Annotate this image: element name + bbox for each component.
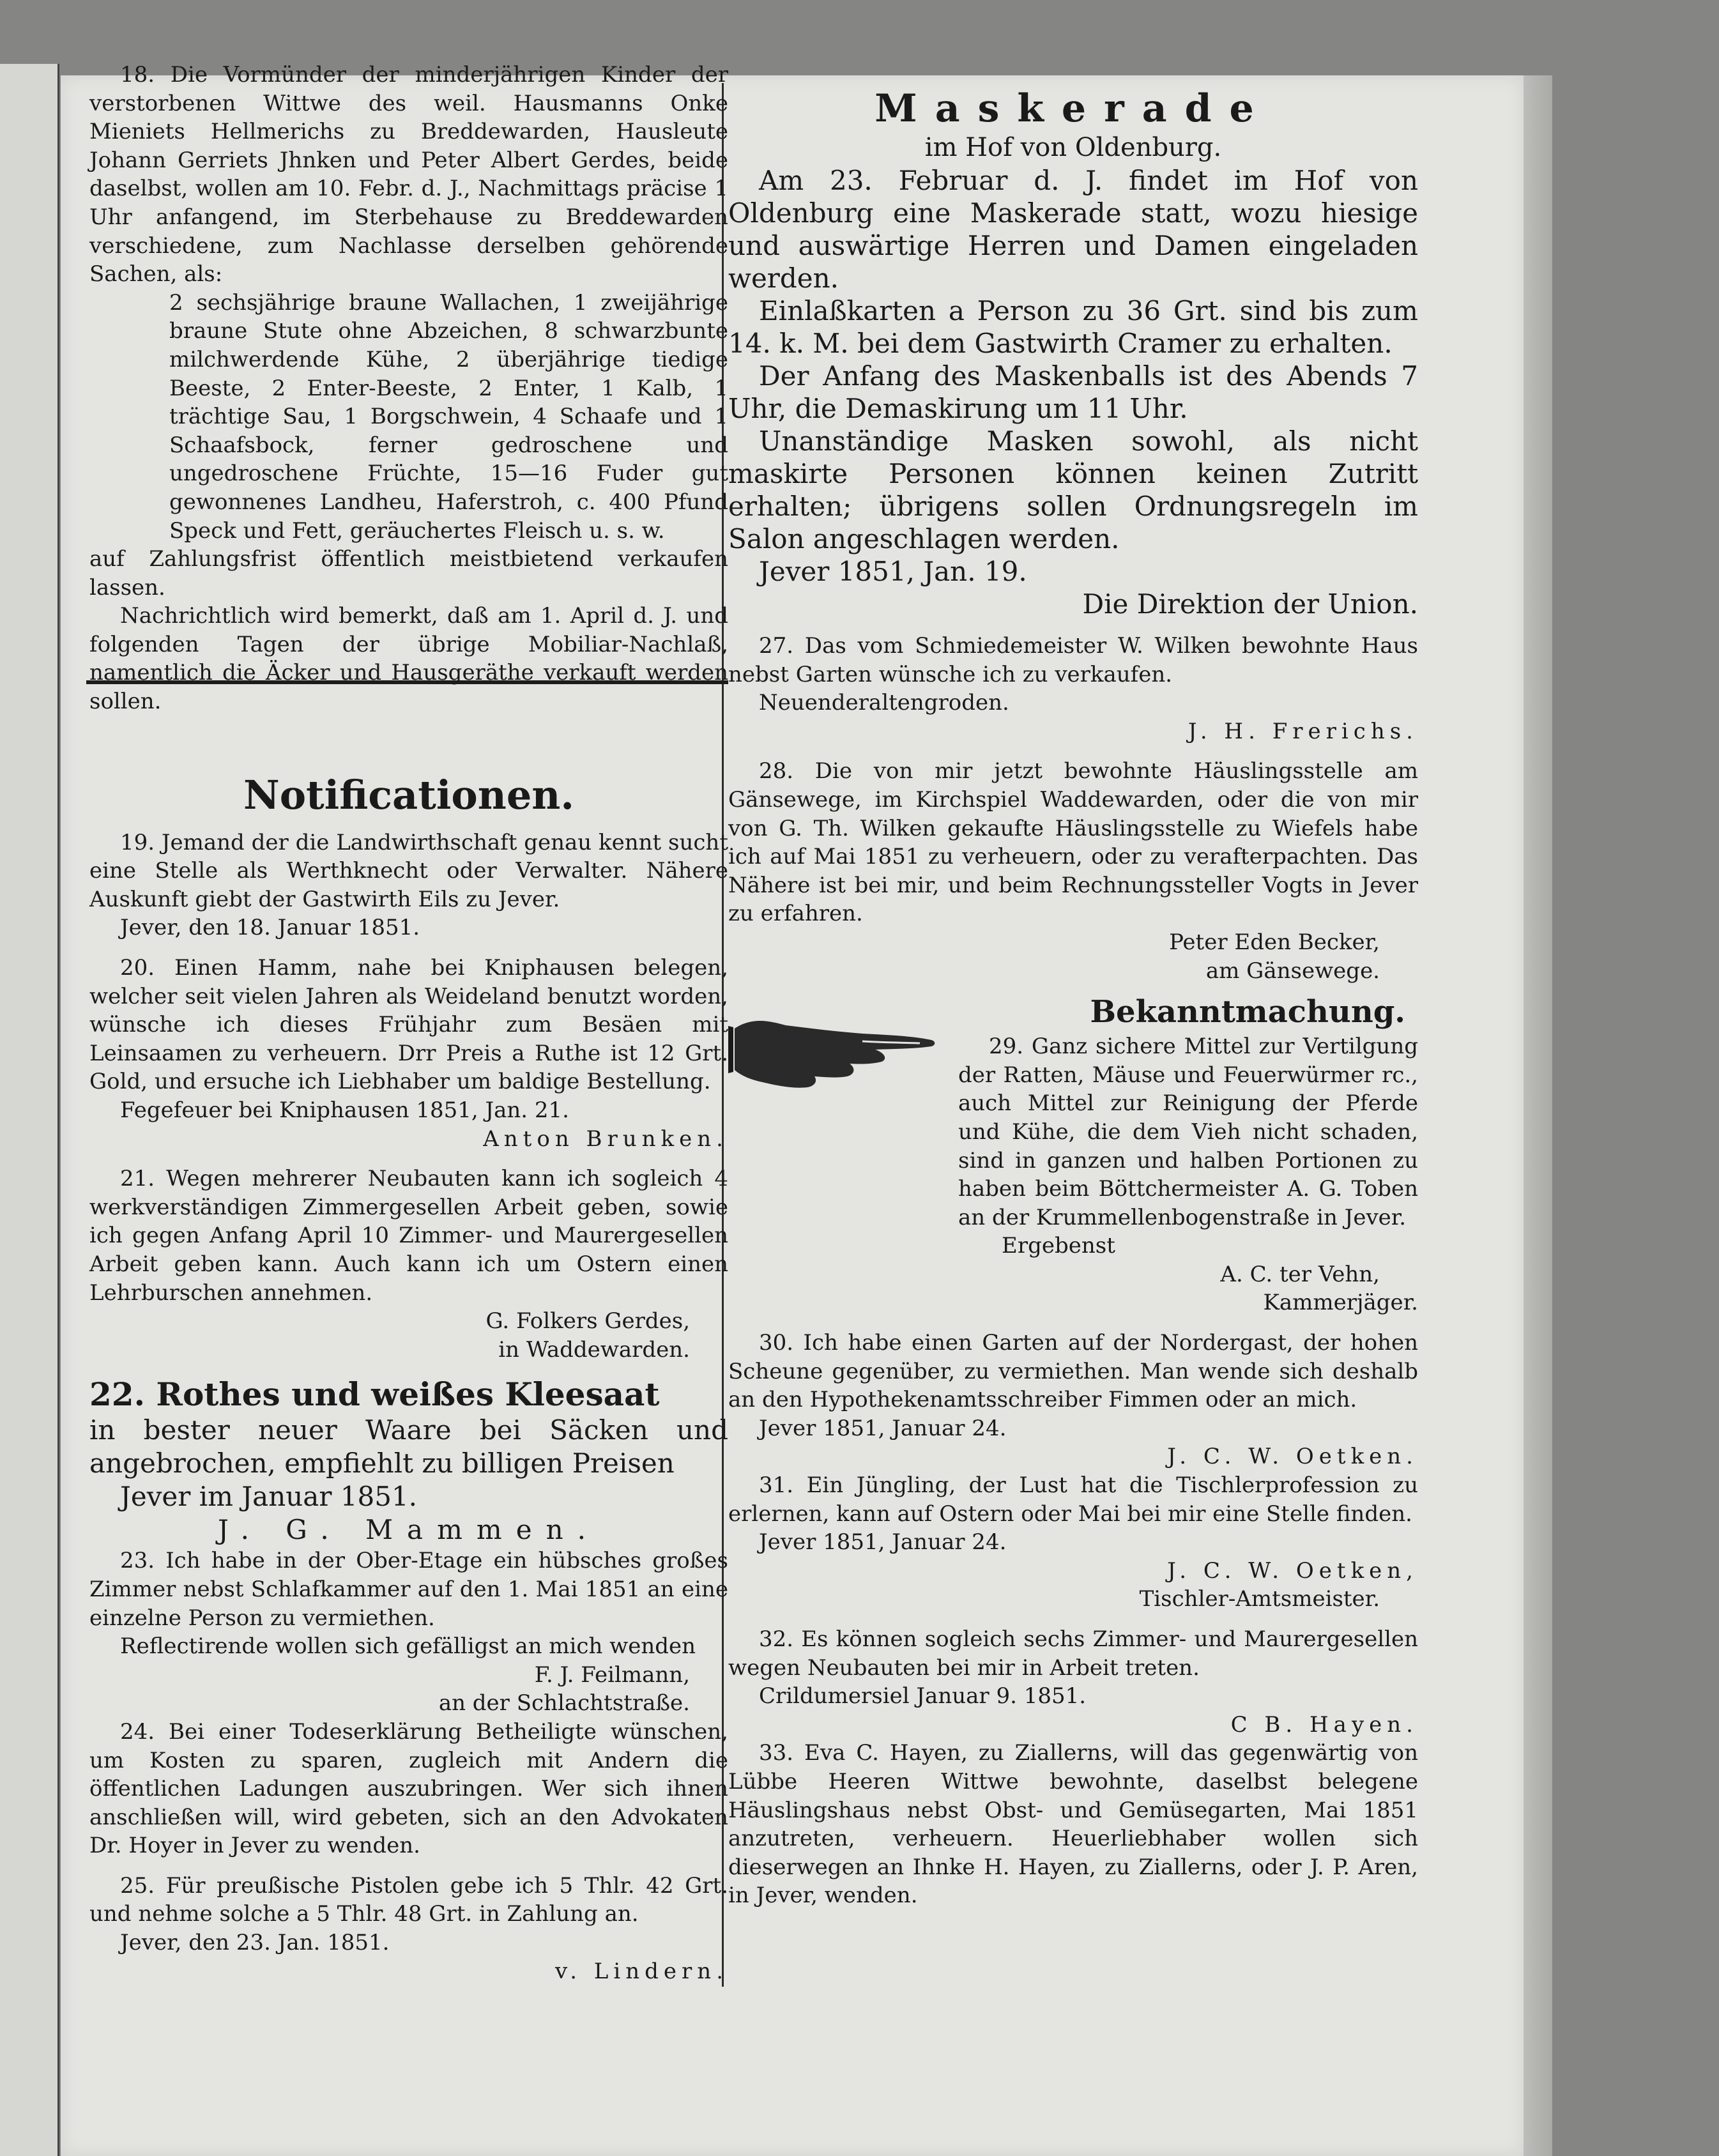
- right-column: [728, 61, 1418, 1910]
- notice-31: [728, 1471, 1418, 1614]
- notice-20-text: 20. Einen Hamm, nahe bei Kniphausen belegen, welcher seit vielen Jahren als Weideland benutzt worden, wünsche ich dieses Frühjahr zum Besäen mit Leinsaamen zu verheuern. Drr Preis a Ruthe ist 12 Grt. Gold, und ersuche ich Liebhaber um baldige Bestellung.: [89, 955, 728, 1095]
- notice-20-date: Fegefeuer bei Kniphausen 1851, Jan. 21.: [120, 1097, 569, 1123]
- maskerade-date: Jever 1851, Jan. 19.: [759, 556, 1027, 587]
- notice-31-signature: J. C. W. Oetken,: [1167, 1557, 1418, 1584]
- page-edge-shadow: [1524, 75, 1552, 2156]
- notice-27: [728, 632, 1418, 745]
- bekanntmachung-ad: [728, 991, 1418, 1317]
- notice-22: [89, 1375, 728, 1547]
- notice-28-place: am Gänsewege.: [1205, 958, 1380, 984]
- notice-22-text: in bester neuer Waare bei Säcken und angebrochen, empfiehlt zu billigen Preisen: [89, 1414, 728, 1479]
- pointing-hand-icon: [728, 1003, 939, 1105]
- notice-29-title: Kammerjäger.: [1263, 1290, 1418, 1316]
- notice-32: [728, 1625, 1418, 1739]
- maskerade-signature: Die Direktion der Union.: [1082, 588, 1418, 620]
- notice-21-signature: G. Folkers Gerdes,: [485, 1308, 690, 1334]
- notice-30: [728, 1329, 1418, 1471]
- notice-33-text: 33. Eva C. Hayen, zu Ziallerns, will das gegenwärtig von Lübbe Heeren Wittwe bewohnte, daselbst belegene Häuslingshaus nebst Obst- und Gemüsegarten, Mai 1851 anzutreten, verheuern. Heuerliebhaber wollen sich dieserwegen an Ihnke H. Hayen, zu Ziallerns, oder J. P. Aren, in Jever, wenden.: [728, 1740, 1418, 1909]
- notice-25-text: 25. Für preußische Pistolen gebe ich 5 Thlr. 42 Grt. und nehme solche a 5 Thlr. 48 Grt. in Zahlung an.: [89, 1872, 728, 1927]
- notice-23-place: an der Schlachtstraße.: [438, 1690, 690, 1716]
- notice-18-items: 2 sechsjährige braune Wallachen, 1 zweijährige braune Stute ohne Abzeichen, 8 schwarzbunte milchwerdende Kühe, 2 überjährige tiedige Beeste, 2 Enter-Beeste, 2 Enter, 1 Kalb, 1 trächtige Sau, 1 Borgschwein, 4 Schaafe und 1 Schaafsbock, ferner gedroschene und ungedroschene Früchte, 15—16 Fuder gut gewonnenes Landheu, Haferstroh, c. 400 Pfund Speck und Fett, geräuchertes Fleisch u. s. w.: [169, 289, 728, 544]
- notice-31-title: Tischler-Amtsmeister.: [1139, 1586, 1380, 1612]
- maskerade-ad: [728, 86, 1418, 620]
- notice-30-date: Jever 1851, Januar 24.: [759, 1415, 1007, 1441]
- notice-21: [89, 1165, 728, 1364]
- notice-32-date: Crildumersiel Januar 9. 1851.: [759, 1683, 1087, 1709]
- notice-32-text: 32. Es können sogleich sechs Zimmer- und Maurergesellen wegen Neubauten bei mir in Arbeit treten.: [728, 1626, 1418, 1681]
- maskerade-para-3: Der Anfang des Maskenballs ist des Abends 7 Uhr, die Demaskirung um 11 Uhr.: [728, 360, 1418, 424]
- notice-22-headline: 22. Rothes und weißes Kleesaat: [89, 1375, 660, 1414]
- notice-22-date: Jever im Januar 1851.: [120, 1481, 417, 1513]
- notice-31-date: Jever 1851, Januar 24.: [759, 1529, 1007, 1556]
- notice-23-signature: F. J. Feilmann,: [534, 1662, 690, 1688]
- notice-28: [728, 757, 1418, 985]
- facing-page-edge: [0, 64, 59, 2156]
- maskerade-para-1: Am 23. Februar d. J. findet im Hof von Oldenburg eine Maskerade statt, wozu hiesige und auswärtige Herren und Damen eingeladen werden.: [728, 165, 1418, 294]
- notice-21-place: in Waddewarden.: [498, 1336, 690, 1363]
- notice-27-place: Neuenderaltengroden.: [759, 690, 1009, 716]
- notice-18-terms: auf Zahlungsfrist öffentlich meistbietend verkaufen lassen.: [89, 546, 728, 600]
- left-column: [89, 61, 728, 1985]
- notice-23-note: Reflectirende wollen sich gefälligst an mich wenden: [120, 1633, 696, 1660]
- notice-21-text: 21. Wegen mehrerer Neubauten kann ich sogleich 4 werkverständigen Zimmergesellen Arbeit geben, sowie ich gegen Anfang April 10 Zimmer- und Maurergesellen Arbeit geben kann. Auch kann ich um Ostern einen Lehrburschen annehmen.: [89, 1166, 728, 1306]
- maskerade-para-2: Einlaßkarten a Person zu 36 Grt. sind bis zum 14. k. M. bei dem Gastwirth Cramer zu erhalten.: [728, 295, 1418, 359]
- notice-24-text: 24. Bei einer Todeserklärung Betheiligte wünschen, um Kosten zu sparen, zugleich mit Andern die öffentlichen Ladungen auszubringen. Wer sich ihnen anschließen will, wird gebeten, sich an den Advokaten Dr. Hoyer in Jever zu wenden.: [89, 1718, 728, 1859]
- notice-19-text: 19. Jemand der die Landwirthschaft genau kennt sucht eine Stelle als Werthknecht oder Verwalter. Nähere Auskunft giebt der Gastwirth Eils zu Jever.: [89, 829, 728, 912]
- notice-24: [89, 1718, 728, 1860]
- notice-19-date: Jever, den 18. Januar 1851.: [120, 915, 420, 941]
- notificationen-heading: Notificationen.: [243, 771, 574, 818]
- notice-25-signature: v. Lindern.: [555, 1958, 728, 1984]
- notice-28-text: 28. Die von mir jetzt bewohnte Häuslingsstelle am Gänsewege, im Kirchspiel Waddewarden, oder die von mir von G. Th. Wilken gekaufte Häuslingsstelle zu Wiefels habe ich auf Mai 1851 zu verheuern, oder zu verafterpachten. Das Nähere ist bei mir, und beim Rechnungssteller Vogts in Jever zu erfahren.: [728, 758, 1418, 927]
- notice-20: [89, 954, 728, 1153]
- notice-28-signature: Peter Eden Becker,: [1169, 929, 1380, 955]
- notice-30-text: 30. Ich habe einen Garten auf der Nordergast, der hohen Scheune gegenüber, zu vermiethen. Man wende sich deshalb an den Hypothekenamtsschreiber Fimmen oder an mich.: [728, 1330, 1418, 1413]
- notice-22-signature: J. G. Mammen.: [218, 1514, 600, 1546]
- notice-32-signature: C B. Hayen.: [1230, 1711, 1418, 1738]
- notice-23-text: 23. Ich habe in der Ober-Etage ein hübsches großes Zimmer nebst Schlafkammer auf den 1. Mai 1851 an eine einzelne Person zu vermiethen.: [89, 1548, 728, 1631]
- notice-27-text: 27. Das vom Schmiedemeister W. Wilken bewohnte Haus nebst Garten wünsche ich zu verkaufen.: [728, 633, 1418, 687]
- notice-18: [89, 61, 728, 716]
- notice-18-text: 18. Die Vormünder der minderjährigen Kinder der verstorbenen Wittwe des weil. Hausmanns Onke Mieniets Hellmerichs zu Breddewarden, Hausleute Johann Gerriets Jhnken und Peter Albert Gerdes, beide daselbst, wollen am 10. Febr. d. J., Nachmittags präcise 1 Uhr anfangend, im Sterbehause zu Breddewarden verschiedene, zum Nachlasse derselben gehörende Sachen, als:: [89, 62, 728, 287]
- notice-19: [89, 829, 728, 942]
- notice-20-signature: Anton Brunken.: [483, 1126, 728, 1152]
- notice-33: [728, 1739, 1418, 1910]
- notice-29-text: 29. Ganz sichere Mittel zur Vertilgung der Ratten, Mäuse und Feuerwürmer rc., auch Mittel zur Reinigung der Pferde und Kühe, die dem Vieh nicht schaden, sind in ganzen und halben Portionen zu haben beim Böttchermeister A. G. Toben an der Krummellenbogenstraße in Jever.: [958, 1034, 1418, 1230]
- notice-25-date: Jever, den 23. Jan. 1851.: [120, 1930, 390, 1956]
- notice-27-signature: J. H. Frerichs.: [1188, 718, 1418, 744]
- maskerade-para-4: Unanständige Masken sowohl, als nicht maskirte Personen können keinen Zutritt erhalten; übrigens sollen Ordnungsregeln im Salon angeschlagen werden.: [728, 425, 1418, 554]
- maskerade-title: Maskerade: [875, 86, 1272, 131]
- notice-25: [89, 1872, 728, 1985]
- notice-23: [89, 1547, 728, 1718]
- notice-30-signature: J. C. W. Oetken.: [1167, 1444, 1418, 1470]
- notice-31-text: 31. Ein Jüngling, der Lust hat die Tischlerprofession zu erlernen, kann auf Ostern oder Mai bei mir eine Stelle finden.: [728, 1472, 1418, 1527]
- bekanntmachung-heading: Bekanntmachung.: [1090, 994, 1405, 1030]
- maskerade-subtitle: im Hof von Oldenburg.: [924, 133, 1222, 162]
- notice-18-note: Nachrichtlich wird bemerkt, daß am 1. April d. J. und folgenden Tagen der übrige Mobiliar-Nachlaß, namentlich die Äcker und Hausgeräthe verkauft werden sollen.: [89, 603, 728, 715]
- notice-29-greeting: Ergebenst: [1002, 1233, 1115, 1259]
- notice-29-signature: A. C. ter Vehn,: [1220, 1261, 1380, 1287]
